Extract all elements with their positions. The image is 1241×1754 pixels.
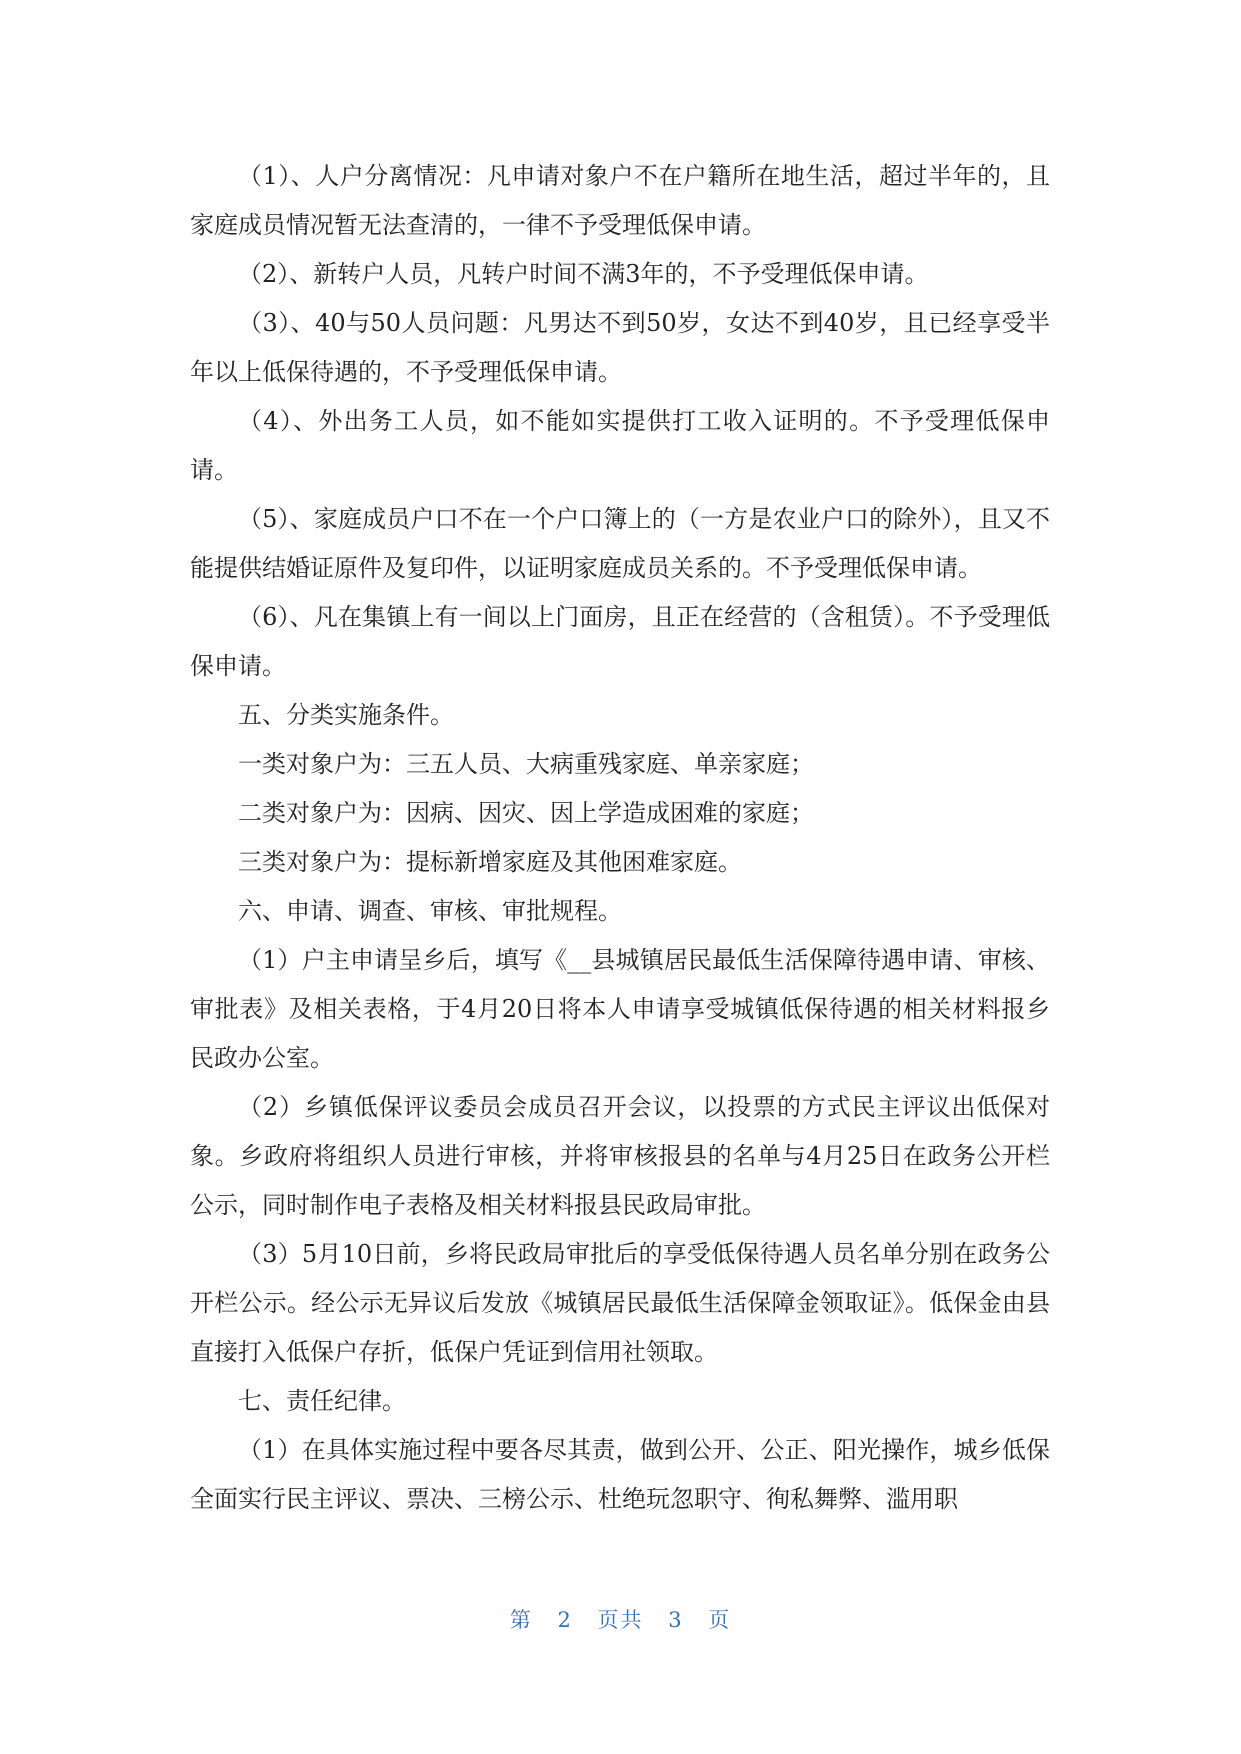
paragraph: （1）在具体实施过程中要各尽其责，做到公开、公正、阳光操作，城乡低保全面实行民主评议、票决、三榜公示、杜绝玩忽职守、徇私舞弊、滥用职: [190, 1436, 1050, 1513]
footer-prefix: 第: [509, 1608, 533, 1632]
section-heading: 五、分类实施条件。: [238, 701, 454, 729]
page-footer: [0, 1604, 1241, 1634]
paragraph: （5）、家庭成员户口不在一个户口簿上的（一方是农业户口的除外），且又不能提供结婚证原件及复印件，以证明家庭成员关系的。不予受理低保申请。: [190, 505, 1050, 582]
footer-total-pages: 3: [668, 1608, 684, 1632]
paragraph: （1）户主申请呈乡后，填写《__县城镇居民最低生活保障待遇申请、审核、审批表》及相关表格，于4月20日将本人申请享受城镇低保待遇的相关材料报乡民政办公室。: [190, 946, 1050, 1072]
paragraph: （3）5月10日前，乡将民政局审批后的享受低保待遇人员名单分别在政务公开栏公示。经公示无异议后发放《城镇居民最低生活保障金领取证》。低保金由县直接打入低保户存折，低保户凭证到信用社领取。: [190, 1240, 1050, 1366]
paragraph: （4）、外出务工人员，如不能如实提供打工收入证明的。不予受理低保申请。: [190, 407, 1050, 484]
paragraph: 一类对象户为：三五人员、大病重残家庭、单亲家庭；: [238, 750, 814, 778]
paragraph: （6）、凡在集镇上有一间以上门面房，且正在经营的（含租赁）。不予受理低保申请。: [190, 603, 1050, 680]
document-body: [190, 152, 1050, 1524]
paragraph: （1）、人户分离情况：凡申请对象户不在户籍所在地生活，超过半年的，且家庭成员情况暂无法查清的，一律不予受理低保申请。: [190, 162, 1050, 239]
footer-suffix: 页: [708, 1608, 732, 1632]
paragraph: 二类对象户为：因病、因灾、因上学造成困难的家庭；: [238, 799, 814, 827]
paragraph: （2）、新转户人员，凡转户时间不满3年的，不予受理低保申请。: [238, 260, 929, 288]
section-heading: 七、责任纪律。: [238, 1387, 406, 1415]
footer-page-number: 2: [557, 1608, 573, 1632]
footer-middle: 页共: [597, 1608, 644, 1632]
paragraph: 三类对象户为：提标新增家庭及其他困难家庭。: [238, 848, 742, 876]
section-heading: 六、申请、调查、审核、审批规程。: [238, 897, 622, 925]
paragraph: （3）、40与50人员问题：凡男达不到50岁，女达不到40岁，且已经享受半年以上低保待遇的，不予受理低保申请。: [190, 309, 1050, 386]
paragraph: （2）乡镇低保评议委员会成员召开会议，以投票的方式民主评议出低保对象。乡政府将组织人员进行审核，并将审核报县的名单与4月25日在政务公开栏公示，同时制作电子表格及相关材料报县民政局审批。: [190, 1093, 1050, 1219]
